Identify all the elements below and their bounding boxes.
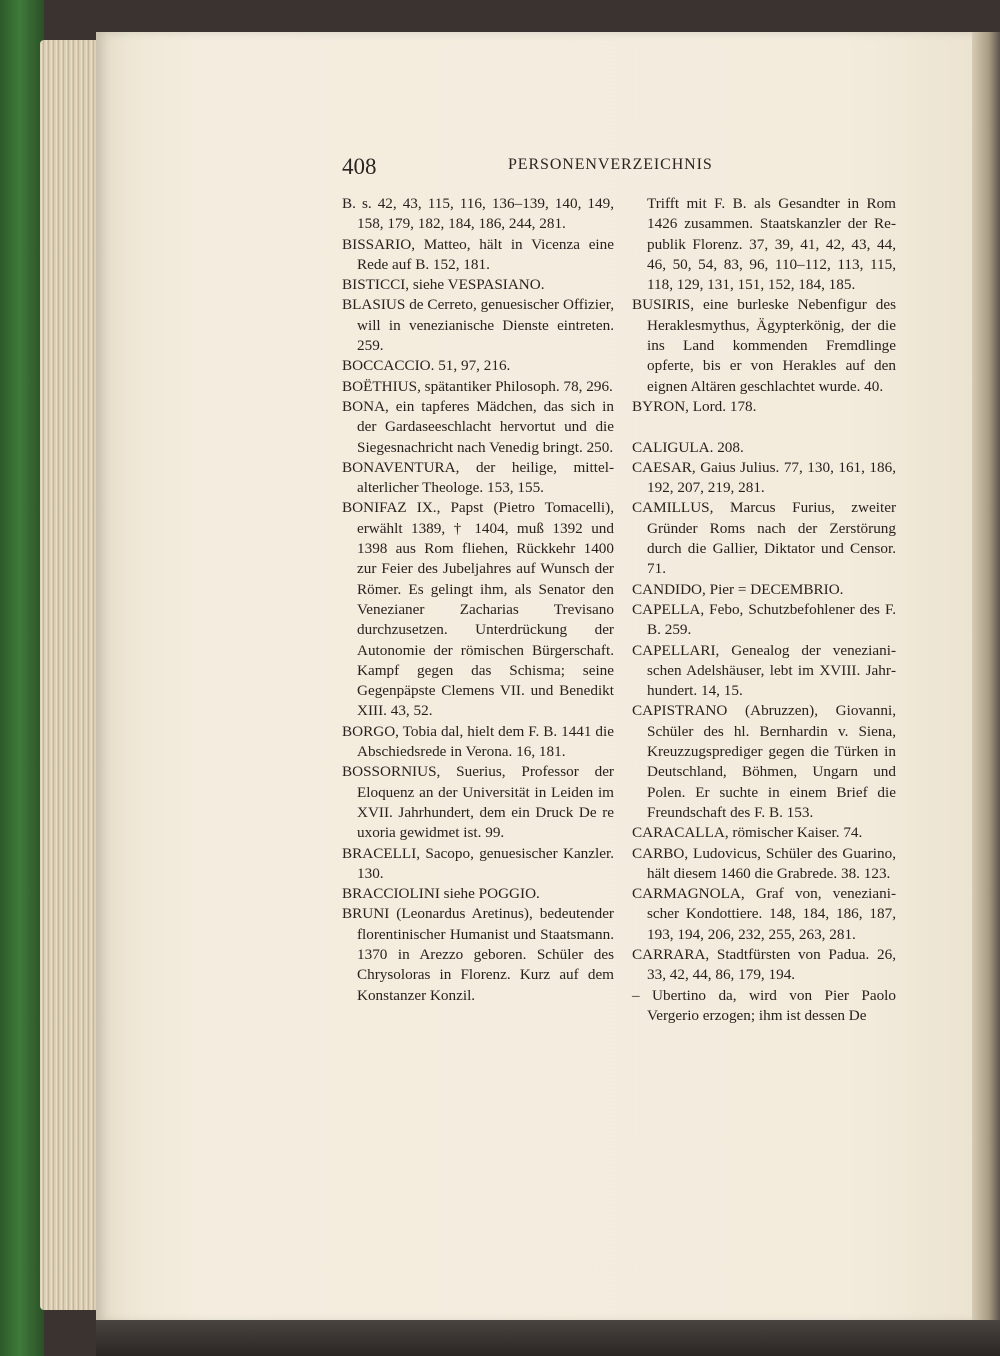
index-entry: CAPELLA, Febo, Schutzbefohlener des F. B. 259. bbox=[632, 600, 896, 639]
index-entry: CARACALLA, römischer Kaiser. 74. bbox=[632, 824, 863, 842]
page-header bbox=[0, 150, 1000, 190]
index-entry: CARBO, Ludovicus, Schüler des Guarino, hält diesem 1460 die Grabrede. 38. 123. bbox=[632, 844, 896, 882]
index-entry: BONIFAZ IX., Papst (Pietro Tomacelli), erwählt 1389, † 1404, muß 1392 und 1398 aus Rom fliehen, Rückkehr 1400 zur Feier des Jubeljahres auf Wunsch der Römer. Es gelingt ihm, als Senator den Venezianer Zacharias Trevisano durchzusetzen. Unterdrückung der Autonomie der römischen Bürgerschaft. Kampf gegen das Schisma; seine Gegenpäpste Clemens VII. und Benedikt XIII. 43, 52. bbox=[342, 499, 614, 720]
index-entry-continued: Trifft mit F. B. als Gesandter in Rom 1426 zusammen. Staatskanzler der Republik Florenz. 37, 39, 41, 42, 43, 44, 46, 50, 54, 83, 96, 110–112, 113, 115, 118, 129, 131, 151, 152, 184, 185. bbox=[647, 195, 896, 294]
index-entry: CARRARA, Stadtfürsten von Padua. 26, 33, 42, 44, 86, 179, 194. bbox=[632, 945, 896, 984]
index-entry: CAPELLARI, Genealog der venezianischen Adelshäuser, lebt im XVIII. Jahrhundert. 14, 15. bbox=[632, 641, 896, 700]
index-entry: CANDIDO, Pier = DECEMBRIO. bbox=[632, 580, 844, 598]
page-right-edge bbox=[972, 32, 1000, 1322]
index-entry: BOCCACCIO. 51, 97, 216. bbox=[342, 357, 511, 375]
index-entry: BUSIRIS, eine burleske Nebenfigur des Heraklesmythus, Ägypterkönig, der die ins Land kommenden Fremdlinge opferte, bis er von Herakles auf den eignen Altären geschlachtet wurde. 40. bbox=[632, 296, 896, 395]
index-entry: CAPISTRANO (Abruzzen), Giovanni, Schüler des hl. Bernhardin v. Siena, Kreuzzugsprediger gegen die Türken in Deutschland, Böhmen, Ungarn und Polen. Er suchte in einem Brief die Freundschaft des F. B. 153. bbox=[632, 702, 896, 821]
index-entry: CARMAGNOLA, Graf von, venezianischer Kondottiere. 148, 184, 186, 187, 193, 194, 206, 232, 255, 263, 281. bbox=[632, 885, 896, 943]
index-entry: BRACELLI, Sacopo, genuesischer Kanzler. 130. bbox=[342, 844, 614, 882]
index-entry: CAESAR, Gaius Julius. 77, 130, 161, 186, 192, 207, 219, 281. bbox=[632, 458, 896, 497]
index-entry: BORGO, Tobia dal, hielt dem F. B. 1441 die Abschiedsrede in Verona. 16, 181. bbox=[342, 722, 614, 761]
index-entry: BISTICCI, siehe VESPASIANO. bbox=[342, 276, 545, 294]
index-entry: BRUNI (Leonardus Aretinus), bedeutender florentinischer Humanist und Staatsmann. 1370 in Arezzo geboren. Schüler des Chrysoloras in Florenz. Kurz auf dem Konstanzer Konzil. bbox=[342, 905, 614, 1004]
page-number: 408 bbox=[342, 154, 377, 179]
page-bottom-edge bbox=[96, 1320, 1000, 1356]
index-entry: BOSSORNIUS, Suerius, Professor der Eloquenz an der Universität in Leiden im XVII. Jahrhundert, dem ein Druck De re uxoria gewidmet ist. 99. bbox=[342, 763, 614, 842]
index-entry: CALIGULA. 208. bbox=[632, 438, 744, 456]
right-column bbox=[632, 194, 896, 1026]
index-entry: CAMILLUS, Marcus Furius, zweiter Gründer Roms nach der Zerstörung durch die Gallier, Diktator und Censor. 71. bbox=[632, 499, 896, 578]
index-entry: BONA, ein tapferes Mädchen, das sich in der Gardaseeschlacht hervortut und die Siegesnachricht nach Venedig bringt. 250. bbox=[342, 397, 614, 456]
index-entry: BYRON, Lord. 178. bbox=[632, 397, 757, 415]
left-column bbox=[342, 194, 614, 1006]
book-cover-edge bbox=[0, 0, 44, 1356]
index-entry: – Ubertino da, wird von Pier Paolo Vergerio erzogen; ihm ist dessen De bbox=[632, 986, 896, 1024]
running-head: PERSONENVERZEICHNIS bbox=[508, 156, 713, 173]
page-stack-edge bbox=[40, 40, 100, 1310]
index-entry: BOËTHIUS, spätantiker Philosoph. 78, 296. bbox=[342, 377, 613, 395]
letter-group-gap bbox=[632, 417, 896, 437]
index-entry: BRACCIOLINI siehe POGGIO. bbox=[342, 885, 540, 903]
index-entry: B. s. 42, 43, 115, 116, 136–139, 140, 149, 158, 179, 182, 184, 186, 244, 281. bbox=[342, 195, 614, 233]
index-entry: BONAVENTURA, der heilige, mittelalterlicher Theologe. 153, 155. bbox=[342, 458, 614, 497]
index-entry: BLASIUS de Cerreto, genuesischer Offizier, will in venezianische Dienste eintreten. 259. bbox=[342, 296, 614, 355]
index-entry: BISSARIO, Matteo, hält in Vicenza eine Rede auf B. 152, 181. bbox=[342, 235, 614, 273]
